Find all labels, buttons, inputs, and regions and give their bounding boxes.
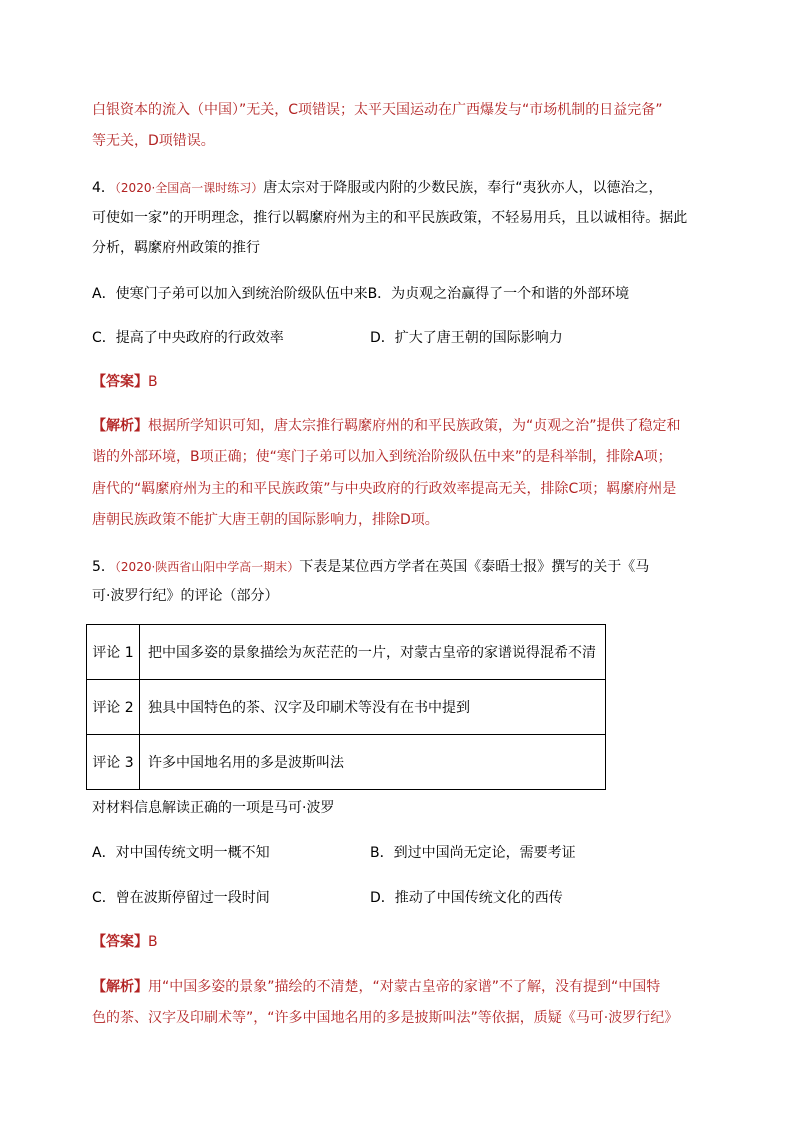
table-cell-text: 独具中国特色的茶、汉字及印刷术等没有在书中提到: [140, 680, 606, 735]
q4-analysis-line-2: 谐的外部环境，B项正确；使“寒门子弟可以加入到统治阶级队伍中来”的是科举制，排除A项；: [92, 449, 672, 465]
q4-number: 4．: [92, 180, 115, 196]
q4-answer-tag: 【答案】: [92, 374, 148, 390]
q5-stem-line-3: 对材料信息解读正确的一项是马可·波罗: [92, 800, 335, 816]
q4-option-c: C．提高了中央政府的行政效率: [92, 330, 284, 346]
q5-answer-tag: 【答案】: [92, 934, 148, 950]
q5-stem-line-1: [92, 557, 649, 577]
table-row: [87, 625, 606, 680]
prev-analysis-line-2: 等无关，D项错误。: [92, 133, 215, 149]
table-cell-label: 评论 3: [87, 735, 140, 790]
q4-answer-value: B: [148, 374, 158, 390]
q5-analysis-1: 用“中国多姿的景象”描绘的不清楚，“对蒙古皇帝的家谱”不了解，没有提到“中国特: [148, 979, 661, 995]
q4-answer: [92, 372, 158, 392]
q5-source: （2020·陕西省山阳中学高一期末）: [114, 560, 300, 574]
q4-stem-line-2: 可使如一家”的开明理念，推行以羁縻府州为主的和平民族政策，不轻易用兵，且以诚相待。据此: [92, 210, 688, 226]
q4-analysis-line-4: 唐朝民族政策不能扩大唐王朝的国际影响力，排除D项。: [92, 512, 439, 528]
q4-analysis-line-3: 唐代的“羁縻府州为主的和平民族政策”与中央政府的行政效率提高无关，排除C项；羁縻府州是: [92, 481, 677, 497]
q5-stem-line-2: 可·波罗行纪》的评论（部分）: [92, 588, 279, 604]
q5-option-a: A．对中国传统文明一概不知: [92, 845, 270, 861]
q4-option-b: B．为贞观之治赢得了一个和谐的外部环境: [367, 286, 630, 302]
q5-option-c: C．曾在波斯停留过一段时间: [92, 890, 270, 906]
q4-stem-line-1: [92, 178, 663, 198]
q4-option-d: D．扩大了唐王朝的国际影响力: [370, 330, 563, 346]
q5-options-row-2: [92, 888, 692, 908]
q4-source: （2020·全国高一课时练习）: [114, 181, 264, 195]
table-cell-label: 评论 2: [87, 680, 140, 735]
q4-analysis-line-1: [92, 416, 681, 436]
q5-number: 5．: [92, 559, 115, 575]
q4-option-a: A．使寒门子弟可以加入到统治阶级队伍中来: [92, 286, 368, 302]
q4-analysis-1: 根据所学知识可知，唐太宗推行羁縻府州的和平民族政策，为“贞观之治”提供了稳定和: [148, 418, 681, 434]
q5-comment-table: [86, 624, 606, 790]
q5-options-row-1: [92, 843, 692, 863]
q5-analysis-line-1: [92, 977, 660, 997]
table-row: [87, 735, 606, 790]
q5-option-b: B．到过中国尚无定论，需要考证: [370, 845, 576, 861]
q4-options-row-2: [92, 328, 692, 348]
q5-answer-value: B: [148, 934, 158, 950]
q5-answer: [92, 932, 158, 952]
table-cell-text: 许多中国地名用的多是波斯叫法: [140, 735, 606, 790]
table-row: [87, 680, 606, 735]
q5-analysis-line-2: 色的茶、汉字及印刷术等”，“许多中国地名用的多是披斯叫法”等依据，质疑《马可·波罗行纪》: [92, 1010, 679, 1026]
prev-analysis-line-1: 白银资本的流入（中国）”无关，C项错误；太平天国运动在广西爆发与“市场机制的日益完备”: [92, 102, 663, 118]
q5-stem-1: 下表是某位西方学者在英国《泰晤士报》撰写的关于《马: [299, 559, 650, 575]
q5-analysis-tag: 【解析】: [92, 979, 148, 995]
q4-analysis-tag: 【解析】: [92, 418, 148, 434]
q5-option-d: D．推动了中国传统文化的西传: [370, 890, 563, 906]
table-cell-label: 评论 1: [87, 625, 140, 680]
q4-options-row-1: [92, 284, 629, 304]
q4-stem-line-3: 分析，羁縻府州政策的推行: [92, 240, 260, 256]
table-cell-text: 把中国多姿的景象描绘为灰茫茫的一片，对蒙古皇帝的家谱说得混希不清: [140, 625, 606, 680]
q4-stem-1: 唐太宗对于降服或内附的少数民族，奉行“夷狄亦人，以德治之，: [263, 180, 663, 196]
